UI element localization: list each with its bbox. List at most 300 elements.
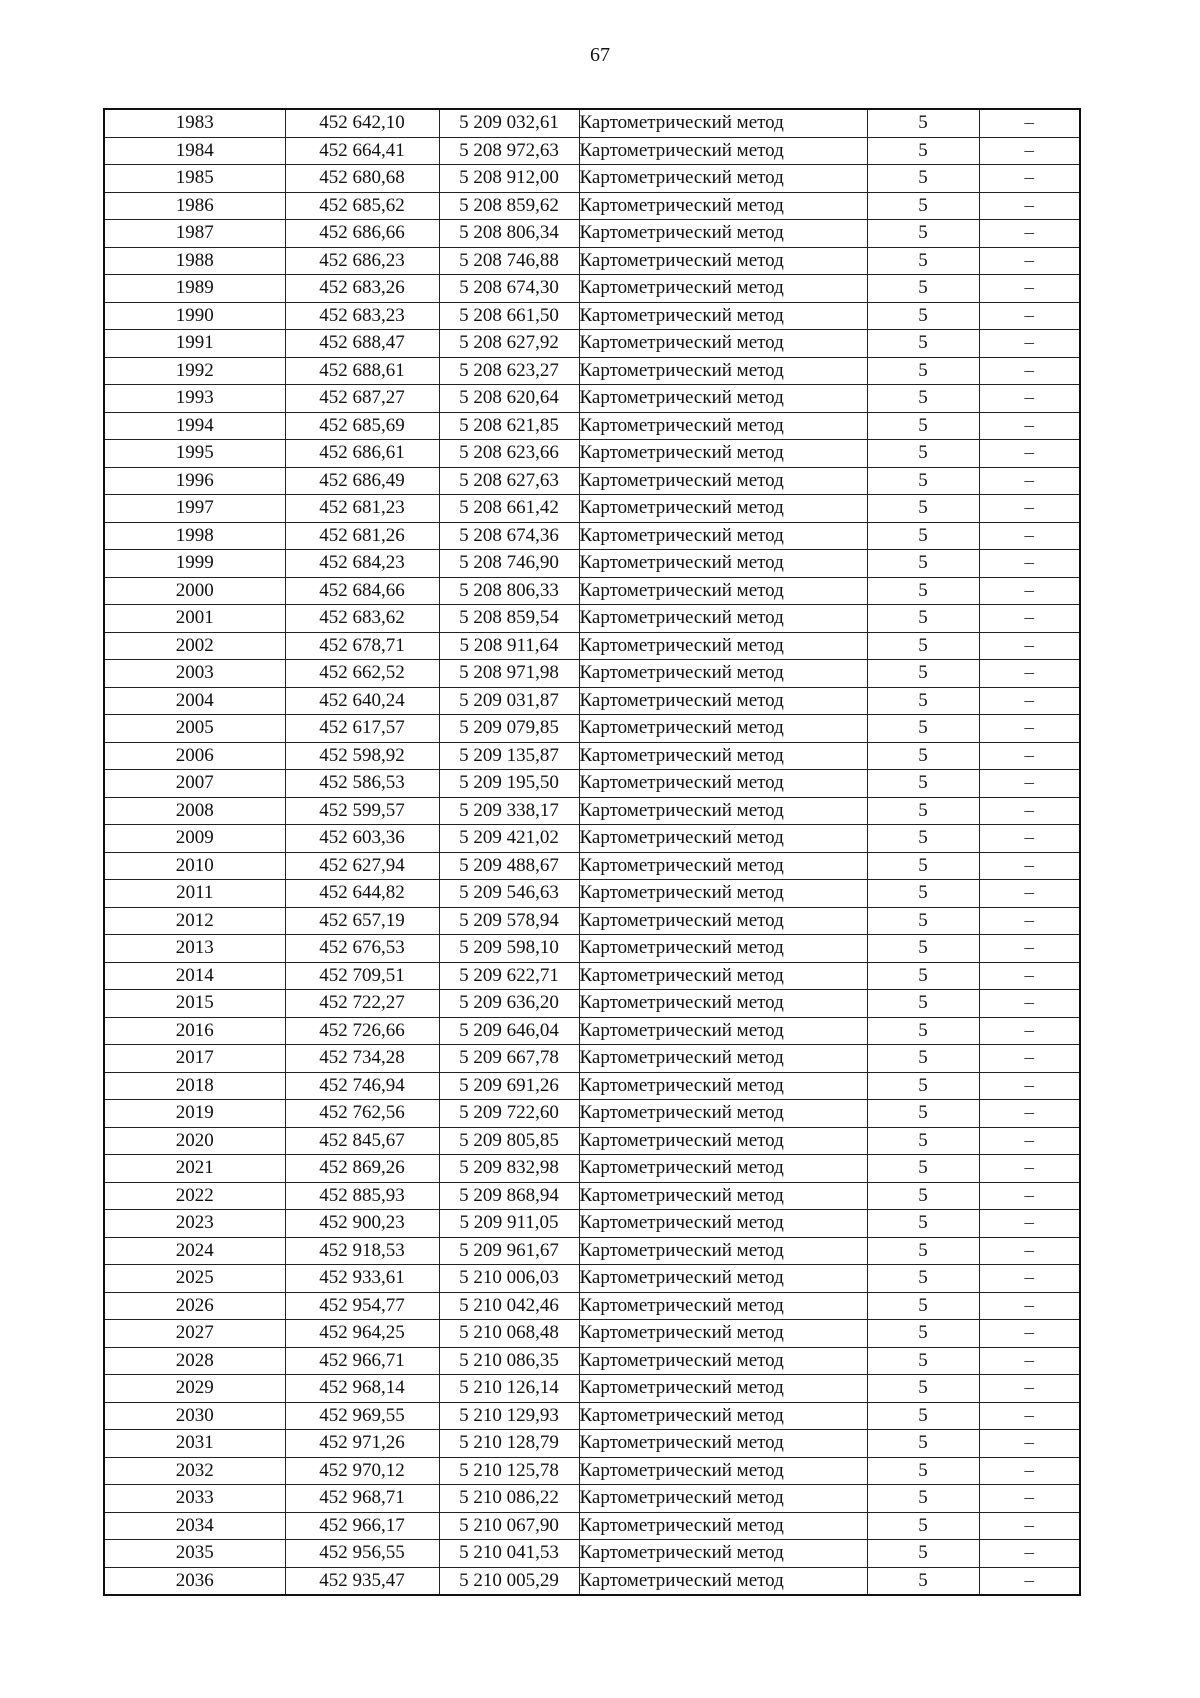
y-coordinate-cell: 5 209 421,02 (439, 825, 579, 853)
note-cell: – (979, 660, 1080, 688)
accuracy-cell: 5 (867, 247, 979, 275)
x-coordinate-cell: 452 678,71 (285, 632, 439, 660)
y-coordinate-cell: 5 208 859,62 (439, 192, 579, 220)
y-coordinate-cell: 5 209 691,26 (439, 1072, 579, 1100)
y-coordinate-cell: 5 208 911,64 (439, 632, 579, 660)
table-row (104, 852, 1080, 880)
x-coordinate-cell: 452 685,69 (285, 412, 439, 440)
point-number-cell: 2014 (104, 962, 285, 990)
table-row (104, 1155, 1080, 1183)
method-cell: Картометрический метод (579, 715, 867, 743)
point-number-cell: 1984 (104, 137, 285, 165)
accuracy-cell: 5 (867, 1320, 979, 1348)
y-coordinate-cell: 5 209 488,67 (439, 852, 579, 880)
table-row (104, 357, 1080, 385)
method-cell: Картометрический метод (579, 1237, 867, 1265)
y-coordinate-cell: 5 208 859,54 (439, 605, 579, 633)
point-number-cell: 1991 (104, 330, 285, 358)
note-cell: – (979, 825, 1080, 853)
accuracy-cell: 5 (867, 302, 979, 330)
point-number-cell: 2009 (104, 825, 285, 853)
x-coordinate-cell: 452 971,26 (285, 1430, 439, 1458)
y-coordinate-cell: 5 209 578,94 (439, 907, 579, 935)
table-row (104, 412, 1080, 440)
method-cell: Картометрический метод (579, 770, 867, 798)
x-coordinate-cell: 452 966,71 (285, 1347, 439, 1375)
point-number-cell: 2024 (104, 1237, 285, 1265)
method-cell: Картометрический метод (579, 165, 867, 193)
accuracy-cell: 5 (867, 412, 979, 440)
table-row (104, 137, 1080, 165)
point-number-cell: 2002 (104, 632, 285, 660)
y-coordinate-cell: 5 210 086,22 (439, 1485, 579, 1513)
accuracy-cell: 5 (867, 797, 979, 825)
point-number-cell: 1986 (104, 192, 285, 220)
point-number-cell: 2023 (104, 1210, 285, 1238)
accuracy-cell: 5 (867, 880, 979, 908)
accuracy-cell: 5 (867, 1265, 979, 1293)
accuracy-cell: 5 (867, 467, 979, 495)
x-coordinate-cell: 452 845,67 (285, 1127, 439, 1155)
table-row (104, 1045, 1080, 1073)
accuracy-cell: 5 (867, 577, 979, 605)
accuracy-cell: 5 (867, 495, 979, 523)
y-coordinate-cell: 5 208 674,30 (439, 275, 579, 303)
accuracy-cell: 5 (867, 1210, 979, 1238)
note-cell: – (979, 605, 1080, 633)
table-row (104, 165, 1080, 193)
accuracy-cell: 5 (867, 357, 979, 385)
y-coordinate-cell: 5 209 622,71 (439, 962, 579, 990)
accuracy-cell: 5 (867, 1072, 979, 1100)
y-coordinate-cell: 5 208 620,64 (439, 385, 579, 413)
y-coordinate-cell: 5 210 041,53 (439, 1540, 579, 1568)
point-number-cell: 1988 (104, 247, 285, 275)
note-cell: – (979, 1457, 1080, 1485)
point-number-cell: 2036 (104, 1567, 285, 1595)
y-coordinate-cell: 5 210 129,93 (439, 1402, 579, 1430)
accuracy-cell: 5 (867, 1402, 979, 1430)
note-cell: – (979, 137, 1080, 165)
x-coordinate-cell: 452 968,71 (285, 1485, 439, 1513)
point-number-cell: 1990 (104, 302, 285, 330)
method-cell: Картометрический метод (579, 385, 867, 413)
method-cell: Картометрический метод (579, 1100, 867, 1128)
table-row (104, 1182, 1080, 1210)
method-cell: Картометрический метод (579, 825, 867, 853)
point-number-cell: 2021 (104, 1155, 285, 1183)
y-coordinate-cell: 5 209 031,87 (439, 687, 579, 715)
point-number-cell: 2001 (104, 605, 285, 633)
method-cell: Картометрический метод (579, 1347, 867, 1375)
note-cell: – (979, 1100, 1080, 1128)
x-coordinate-cell: 452 968,14 (285, 1375, 439, 1403)
table-row (104, 715, 1080, 743)
y-coordinate-cell: 5 209 032,61 (439, 109, 579, 137)
table-row (104, 1540, 1080, 1568)
x-coordinate-cell: 452 956,55 (285, 1540, 439, 1568)
note-cell: – (979, 1430, 1080, 1458)
method-cell: Картометрический метод (579, 1430, 867, 1458)
point-number-cell: 2031 (104, 1430, 285, 1458)
y-coordinate-cell: 5 208 623,27 (439, 357, 579, 385)
y-coordinate-cell: 5 210 005,29 (439, 1567, 579, 1595)
note-cell: – (979, 467, 1080, 495)
table-row (104, 302, 1080, 330)
accuracy-cell: 5 (867, 275, 979, 303)
table-row (104, 109, 1080, 137)
method-cell: Картометрический метод (579, 797, 867, 825)
point-number-cell: 2033 (104, 1485, 285, 1513)
page-number: 67 (590, 44, 610, 66)
accuracy-cell: 5 (867, 1127, 979, 1155)
method-cell: Картометрический метод (579, 907, 867, 935)
accuracy-cell: 5 (867, 1017, 979, 1045)
table-row (104, 247, 1080, 275)
method-cell: Картометрический метод (579, 522, 867, 550)
table-row (104, 1292, 1080, 1320)
x-coordinate-cell: 452 966,17 (285, 1512, 439, 1540)
method-cell: Картометрический метод (579, 962, 867, 990)
y-coordinate-cell: 5 209 805,85 (439, 1127, 579, 1155)
note-cell: – (979, 1127, 1080, 1155)
y-coordinate-cell: 5 208 627,63 (439, 467, 579, 495)
table-row (104, 990, 1080, 1018)
point-number-cell: 2034 (104, 1512, 285, 1540)
x-coordinate-cell: 452 686,49 (285, 467, 439, 495)
table-row (104, 797, 1080, 825)
table-row (104, 1265, 1080, 1293)
method-cell: Картометрический метод (579, 1045, 867, 1073)
accuracy-cell: 5 (867, 990, 979, 1018)
table-row (104, 440, 1080, 468)
note-cell: – (979, 1375, 1080, 1403)
y-coordinate-cell: 5 208 623,66 (439, 440, 579, 468)
x-coordinate-cell: 452 734,28 (285, 1045, 439, 1073)
table-row (104, 742, 1080, 770)
point-number-cell: 1998 (104, 522, 285, 550)
method-cell: Картометрический метод (579, 1567, 867, 1595)
method-cell: Картометрический метод (579, 1320, 867, 1348)
accuracy-cell: 5 (867, 605, 979, 633)
point-number-cell: 1985 (104, 165, 285, 193)
method-cell: Картометрический метод (579, 1265, 867, 1293)
y-coordinate-cell: 5 209 195,50 (439, 770, 579, 798)
x-coordinate-cell: 452 970,12 (285, 1457, 439, 1485)
method-cell: Картометрический метод (579, 330, 867, 358)
method-cell: Картометрический метод (579, 247, 867, 275)
note-cell: – (979, 1485, 1080, 1513)
x-coordinate-cell: 452 676,53 (285, 935, 439, 963)
point-number-cell: 2015 (104, 990, 285, 1018)
method-cell: Картометрический метод (579, 1072, 867, 1100)
point-number-cell: 1987 (104, 220, 285, 248)
accuracy-cell: 5 (867, 687, 979, 715)
accuracy-cell: 5 (867, 1347, 979, 1375)
note-cell: – (979, 907, 1080, 935)
note-cell: – (979, 192, 1080, 220)
table-row (104, 1017, 1080, 1045)
y-coordinate-cell: 5 210 006,03 (439, 1265, 579, 1293)
point-number-cell: 2005 (104, 715, 285, 743)
note-cell: – (979, 935, 1080, 963)
accuracy-cell: 5 (867, 1457, 979, 1485)
point-number-cell: 2003 (104, 660, 285, 688)
note-cell: – (979, 1210, 1080, 1238)
table-row (104, 687, 1080, 715)
x-coordinate-cell: 452 688,61 (285, 357, 439, 385)
y-coordinate-cell: 5 208 806,34 (439, 220, 579, 248)
y-coordinate-cell: 5 209 636,20 (439, 990, 579, 1018)
y-coordinate-cell: 5 210 067,90 (439, 1512, 579, 1540)
accuracy-cell: 5 (867, 1485, 979, 1513)
note-cell: – (979, 1292, 1080, 1320)
y-coordinate-cell: 5 208 806,33 (439, 577, 579, 605)
table-row (104, 330, 1080, 358)
x-coordinate-cell: 452 900,23 (285, 1210, 439, 1238)
y-coordinate-cell: 5 210 128,79 (439, 1430, 579, 1458)
method-cell: Картометрический метод (579, 605, 867, 633)
note-cell: – (979, 165, 1080, 193)
accuracy-cell: 5 (867, 962, 979, 990)
x-coordinate-cell: 452 869,26 (285, 1155, 439, 1183)
x-coordinate-cell: 452 598,92 (285, 742, 439, 770)
method-cell: Картометрический метод (579, 412, 867, 440)
point-number-cell: 2004 (104, 687, 285, 715)
point-number-cell: 2032 (104, 1457, 285, 1485)
point-number-cell: 1997 (104, 495, 285, 523)
table-row (104, 1402, 1080, 1430)
table-row (104, 825, 1080, 853)
note-cell: – (979, 302, 1080, 330)
method-cell: Картометрический метод (579, 1182, 867, 1210)
x-coordinate-cell: 452 586,53 (285, 770, 439, 798)
note-cell: – (979, 1540, 1080, 1568)
point-number-cell: 2020 (104, 1127, 285, 1155)
table-row (104, 605, 1080, 633)
x-coordinate-cell: 452 964,25 (285, 1320, 439, 1348)
method-cell: Картометрический метод (579, 302, 867, 330)
note-cell: – (979, 990, 1080, 1018)
point-number-cell: 2013 (104, 935, 285, 963)
note-cell: – (979, 770, 1080, 798)
note-cell: – (979, 1155, 1080, 1183)
accuracy-cell: 5 (867, 852, 979, 880)
note-cell: – (979, 1072, 1080, 1100)
point-number-cell: 1995 (104, 440, 285, 468)
x-coordinate-cell: 452 642,10 (285, 109, 439, 137)
x-coordinate-cell: 452 686,66 (285, 220, 439, 248)
accuracy-cell: 5 (867, 1155, 979, 1183)
x-coordinate-cell: 452 681,23 (285, 495, 439, 523)
table-row (104, 522, 1080, 550)
accuracy-cell: 5 (867, 165, 979, 193)
x-coordinate-cell: 452 603,36 (285, 825, 439, 853)
accuracy-cell: 5 (867, 385, 979, 413)
method-cell: Картометрический метод (579, 1485, 867, 1513)
y-coordinate-cell: 5 208 746,88 (439, 247, 579, 275)
y-coordinate-cell: 5 209 667,78 (439, 1045, 579, 1073)
method-cell: Картометрический метод (579, 660, 867, 688)
accuracy-cell: 5 (867, 220, 979, 248)
y-coordinate-cell: 5 208 972,63 (439, 137, 579, 165)
y-coordinate-cell: 5 208 674,36 (439, 522, 579, 550)
method-cell: Картометрический метод (579, 275, 867, 303)
table-row (104, 907, 1080, 935)
method-cell: Картометрический метод (579, 1017, 867, 1045)
point-number-cell: 2025 (104, 1265, 285, 1293)
note-cell: – (979, 1265, 1080, 1293)
y-coordinate-cell: 5 209 079,85 (439, 715, 579, 743)
x-coordinate-cell: 452 664,41 (285, 137, 439, 165)
x-coordinate-cell: 452 918,53 (285, 1237, 439, 1265)
y-coordinate-cell: 5 209 868,94 (439, 1182, 579, 1210)
table-row (104, 192, 1080, 220)
accuracy-cell: 5 (867, 109, 979, 137)
point-number-cell: 1983 (104, 109, 285, 137)
point-number-cell: 1993 (104, 385, 285, 413)
x-coordinate-cell: 452 685,62 (285, 192, 439, 220)
method-cell: Картометрический метод (579, 687, 867, 715)
accuracy-cell: 5 (867, 192, 979, 220)
method-cell: Картометрический метод (579, 852, 867, 880)
note-cell: – (979, 742, 1080, 770)
x-coordinate-cell: 452 686,61 (285, 440, 439, 468)
note-cell: – (979, 220, 1080, 248)
table-row (104, 550, 1080, 578)
x-coordinate-cell: 452 885,93 (285, 1182, 439, 1210)
note-cell: – (979, 1512, 1080, 1540)
x-coordinate-cell: 452 686,23 (285, 247, 439, 275)
accuracy-cell: 5 (867, 660, 979, 688)
table-row (104, 1347, 1080, 1375)
note-cell: – (979, 275, 1080, 303)
table-row (104, 275, 1080, 303)
table-row (104, 935, 1080, 963)
method-cell: Картометрический метод (579, 935, 867, 963)
note-cell: – (979, 385, 1080, 413)
method-cell: Картометрический метод (579, 109, 867, 137)
note-cell: – (979, 715, 1080, 743)
y-coordinate-cell: 5 210 068,48 (439, 1320, 579, 1348)
point-number-cell: 1994 (104, 412, 285, 440)
point-number-cell: 1989 (104, 275, 285, 303)
method-cell: Картометрический метод (579, 550, 867, 578)
accuracy-cell: 5 (867, 137, 979, 165)
table-row (104, 1375, 1080, 1403)
table-row (104, 1100, 1080, 1128)
table-row (104, 577, 1080, 605)
y-coordinate-cell: 5 208 621,85 (439, 412, 579, 440)
method-cell: Картометрический метод (579, 632, 867, 660)
x-coordinate-cell: 452 933,61 (285, 1265, 439, 1293)
table-row (104, 1072, 1080, 1100)
method-cell: Картометрический метод (579, 220, 867, 248)
point-number-cell: 2006 (104, 742, 285, 770)
note-cell: – (979, 412, 1080, 440)
method-cell: Картометрический метод (579, 1512, 867, 1540)
accuracy-cell: 5 (867, 770, 979, 798)
accuracy-cell: 5 (867, 1567, 979, 1595)
point-number-cell: 2019 (104, 1100, 285, 1128)
method-cell: Картометрический метод (579, 1402, 867, 1430)
x-coordinate-cell: 452 680,68 (285, 165, 439, 193)
method-cell: Картометрический метод (579, 1457, 867, 1485)
point-number-cell: 1996 (104, 467, 285, 495)
method-cell: Картометрический метод (579, 1540, 867, 1568)
table-row (104, 495, 1080, 523)
y-coordinate-cell: 5 209 911,05 (439, 1210, 579, 1238)
x-coordinate-cell: 452 627,94 (285, 852, 439, 880)
x-coordinate-cell: 452 683,26 (285, 275, 439, 303)
note-cell: – (979, 1017, 1080, 1045)
x-coordinate-cell: 452 657,19 (285, 907, 439, 935)
method-cell: Картометрический метод (579, 990, 867, 1018)
accuracy-cell: 5 (867, 1512, 979, 1540)
coordinates-table (103, 108, 1081, 1596)
note-cell: – (979, 687, 1080, 715)
note-cell: – (979, 632, 1080, 660)
point-number-cell: 2028 (104, 1347, 285, 1375)
x-coordinate-cell: 452 709,51 (285, 962, 439, 990)
table-row (104, 1457, 1080, 1485)
y-coordinate-cell: 5 210 126,14 (439, 1375, 579, 1403)
y-coordinate-cell: 5 209 961,67 (439, 1237, 579, 1265)
note-cell: – (979, 797, 1080, 825)
y-coordinate-cell: 5 209 338,17 (439, 797, 579, 825)
x-coordinate-cell: 452 683,23 (285, 302, 439, 330)
y-coordinate-cell: 5 209 832,98 (439, 1155, 579, 1183)
point-number-cell: 2011 (104, 880, 285, 908)
method-cell: Картометрический метод (579, 742, 867, 770)
method-cell: Картометрический метод (579, 577, 867, 605)
accuracy-cell: 5 (867, 1100, 979, 1128)
x-coordinate-cell: 452 722,27 (285, 990, 439, 1018)
accuracy-cell: 5 (867, 1540, 979, 1568)
note-cell: – (979, 1347, 1080, 1375)
accuracy-cell: 5 (867, 1182, 979, 1210)
accuracy-cell: 5 (867, 935, 979, 963)
x-coordinate-cell: 452 762,56 (285, 1100, 439, 1128)
point-number-cell: 2010 (104, 852, 285, 880)
x-coordinate-cell: 452 746,94 (285, 1072, 439, 1100)
note-cell: – (979, 880, 1080, 908)
note-cell: – (979, 357, 1080, 385)
accuracy-cell: 5 (867, 550, 979, 578)
accuracy-cell: 5 (867, 330, 979, 358)
x-coordinate-cell: 452 681,26 (285, 522, 439, 550)
point-number-cell: 2035 (104, 1540, 285, 1568)
table-row (104, 1485, 1080, 1513)
y-coordinate-cell: 5 208 746,90 (439, 550, 579, 578)
table-row (104, 1430, 1080, 1458)
method-cell: Картометрический метод (579, 137, 867, 165)
y-coordinate-cell: 5 209 546,63 (439, 880, 579, 908)
x-coordinate-cell: 452 954,77 (285, 1292, 439, 1320)
y-coordinate-cell: 5 208 971,98 (439, 660, 579, 688)
method-cell: Картометрический метод (579, 192, 867, 220)
y-coordinate-cell: 5 210 125,78 (439, 1457, 579, 1485)
table-row (104, 1237, 1080, 1265)
table-row (104, 467, 1080, 495)
method-cell: Картометрический метод (579, 357, 867, 385)
point-number-cell: 2029 (104, 1375, 285, 1403)
note-cell: – (979, 1182, 1080, 1210)
coordinates-table-body (104, 109, 1080, 1595)
note-cell: – (979, 1320, 1080, 1348)
point-number-cell: 2008 (104, 797, 285, 825)
x-coordinate-cell: 452 969,55 (285, 1402, 439, 1430)
